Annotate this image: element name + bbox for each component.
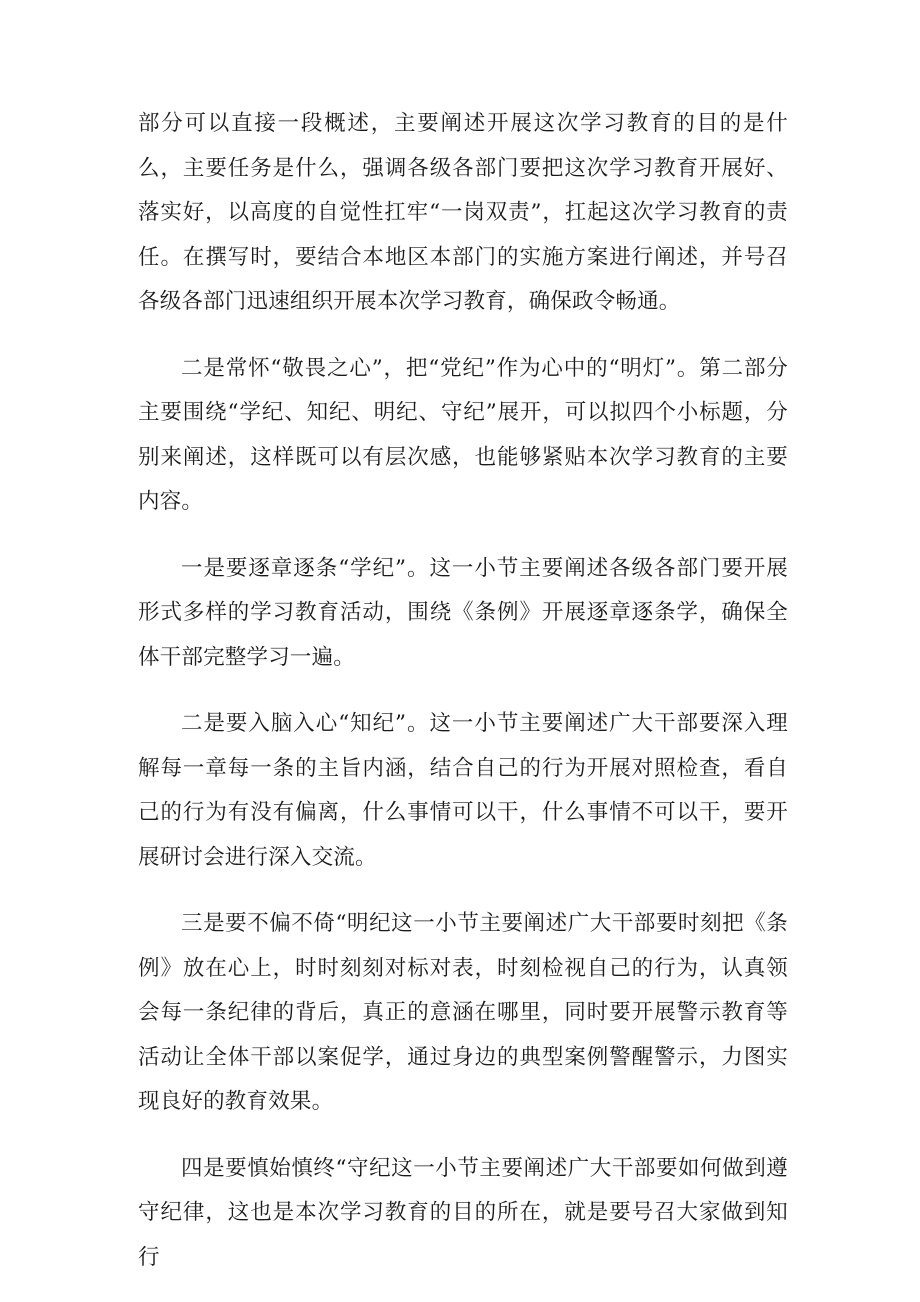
paragraph-5: 三是要不偏不倚“明纪这一小节主要阐述广大干部要时刻把《条例》放在心上，时时刻刻对标对表，时刻检视自己的行为，认真领会每一条纪律的背后，真正的意涵在哪里，同时要开展警示教育等活动让全体干部以案促学，通过身边的典型案例警醒警示，力图实现良好的教育效果。 [138, 911, 788, 1114]
paragraph-1: 部分可以直接一段概述，主要阐述开展这次学习教育的目的是什么，主要任务是什么，强调各级各部门要把这次学习教育开展好、落实好，以高度的自觉性扛牢“一岗双责”，扛起这次学习教育的责任。在撰写时，要结合本地区本部门的实施方案进行阐述，并号召各级各部门迅速组织开展本次学习教育，确保政令畅通。 [138, 111, 788, 314]
paragraph-3: 一是要逐章逐条“学纪”。这一小节主要阐述各级各部门要开展形式多样的学习教育活动，围绕《条例》开展逐章逐条学，确保全体干部完整学习一遍。 [138, 555, 788, 670]
document-body [138, 102, 788, 1302]
paragraph-2: 二是常怀“敬畏之心”，把“党纪”作为心中的“明灯”。第二部分主要围绕“学纪、知纪、明纪、守纪”展开，可以拟四个小标题，分别来阐述，这样既可以有层次感，也能够紧贴本次学习教育的主要内容。 [138, 355, 788, 514]
paragraph-6: 四是要慎始慎终“守纪这一小节主要阐述广大干部要如何做到遵守纪律，这也是本次学习教育的目的所在，就是要号召大家做到知行 [138, 1155, 788, 1270]
paragraph-4: 二是要入脑入心“知纪”。这一小节主要阐述广大干部要深入理解每一章每一条的主旨内涵，结合自己的行为开展对照检查，看自己的行为有没有偏离，什么事情可以干，什么事情不可以干，要开展研讨会进行深入交流。 [138, 711, 788, 870]
